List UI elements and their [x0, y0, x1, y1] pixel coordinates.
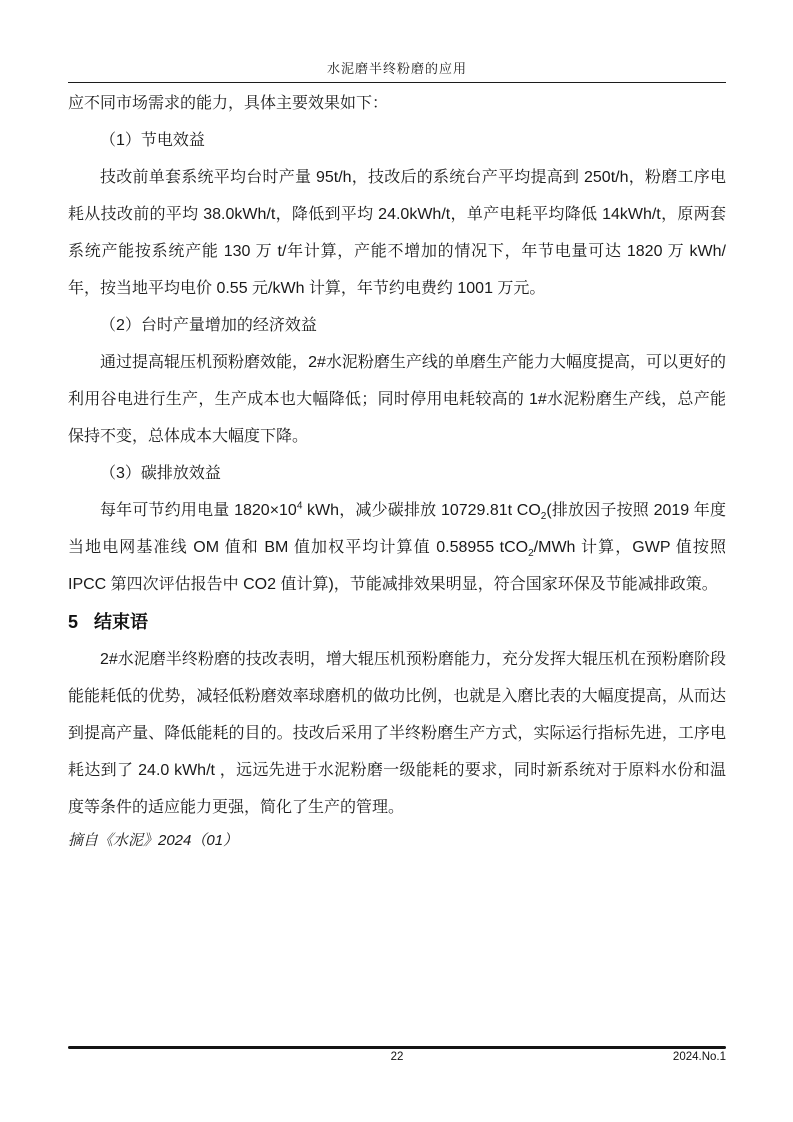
page-footer	[68, 1046, 726, 1071]
carbon-text-3: (排放因子按照 2019 年度当地电网基准线 OM 值和 BM 值加权平均计算值 0.58955 tCO	[68, 502, 726, 556]
paragraph-carbon-benefit	[68, 492, 726, 603]
carbon-text-4: /MWh 计算，GWP 值按照 IPCC 第四次评估报告中 CO2 值计算)，节能减排效果明显，符合国家环保及节能减排政策。	[68, 539, 726, 593]
header-rule	[68, 82, 726, 83]
co2-subscript-1: 2	[540, 511, 547, 523]
paragraph-economic-benefit: 通过提高辊压机预粉磨效能，2#水泥粉磨生产线的单磨生产能力大幅度提高，可以更好的利用谷电进行生产，生产成本也大幅降低；同时停用电耗较高的 1#水泥粉磨生产线，总产能保持不变，总体成本大幅度下降。	[68, 354, 726, 445]
paragraph-power-saving: 技改前单套系统平均台时产量 95t/h，技改后的系统台产平均提高到 250t/h，粉磨工序电耗从技改前的平均 38.0kWh/t，降低到平均 24.0kWh/t，单产电耗平均降低 14kWh/t，原两套系统产能按系统产能 130 万 t/年计算，产能不增加的情况下，年节电量可达 1820 万 kWh/年，按当地平均电价 0.55 元/kWh 计算，年节约电费约 1001 万元。	[68, 169, 726, 297]
footer-row	[68, 1051, 726, 1071]
exponent-4: 4	[296, 500, 303, 512]
source-citation: 摘自《水泥》2024（01）	[68, 832, 239, 849]
running-header-title: 水泥磨半终粉磨的应用	[326, 61, 467, 76]
page-content	[68, 58, 726, 856]
issue-label: 2024.No.1	[672, 1051, 726, 1063]
item-heading-1: （1）节电效益	[100, 132, 205, 149]
intro-paragraph: 应不同市场需求的能力，具体主要效果如下：	[68, 95, 389, 112]
footer-rule	[68, 1046, 726, 1049]
article-body	[68, 85, 726, 856]
carbon-text-1: 每年可节约用电量 1820×10	[100, 502, 297, 519]
section-title: 结束语	[94, 612, 149, 632]
item-heading-3: （3）碳排放效益	[100, 465, 221, 482]
section-heading-5	[68, 603, 726, 641]
page-number: 22	[390, 1051, 404, 1063]
conclusion-paragraph: 2#水泥磨半终粉磨的技改表明，增大辊压机预粉磨能力，充分发挥大辊压机在预粉磨阶段能能耗低的优势，减轻低粉磨效率球磨机的做功比例，也就是入磨比表的大幅度提高，从而达到提高产量、降低能耗的目的。技改后采用了半终粉磨生产方式，实际运行指标先进，工序电耗达到了 24.0 kWh/t ，远远先进于水泥粉磨一级能耗的要求，同时新系统对于原料水份和温度等条件的适应能力更强，简化了生产的管理。	[68, 651, 726, 816]
co2-subscript-2: 2	[528, 548, 534, 560]
item-heading-2: （2）台时产量增加的经济效益	[100, 317, 317, 334]
section-number: 5	[68, 612, 79, 632]
carbon-text-2: kWh，减少碳排放 10729.81t CO	[302, 502, 541, 519]
